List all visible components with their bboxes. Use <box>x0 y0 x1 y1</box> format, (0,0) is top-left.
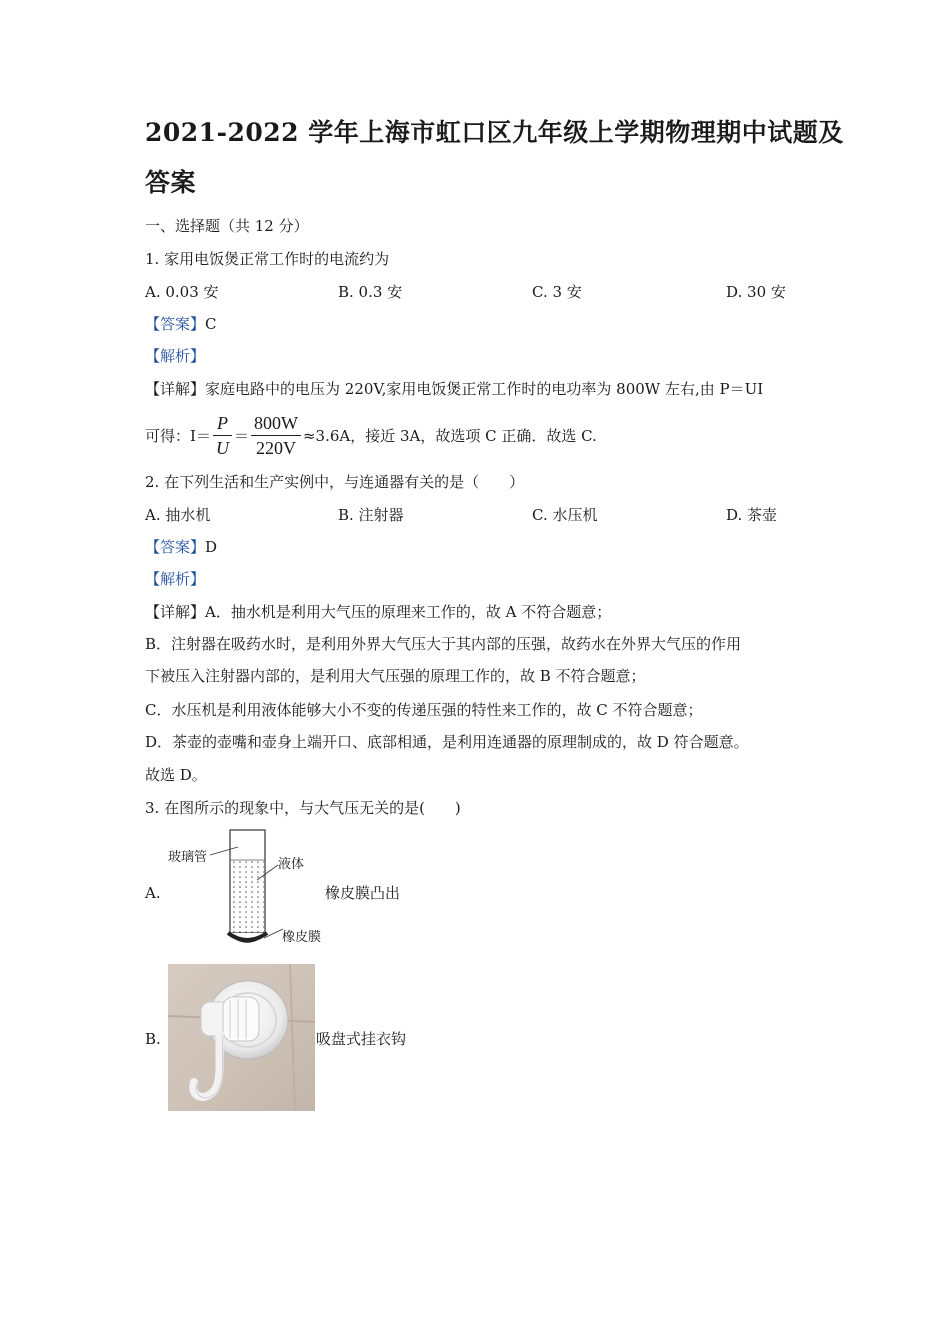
formula-p: P <box>216 412 228 433</box>
fraction-watts-over-volts <box>251 412 301 459</box>
q2-detail-line: 故选 D。 <box>145 766 207 784</box>
suction-hook-photo <box>168 964 315 1111</box>
q2-detail-line <box>145 602 611 622</box>
q3-option-a-letter: A. <box>145 884 161 902</box>
formula-eq: ＝ <box>233 426 249 445</box>
q2-analysis-tag: 【解析】 <box>145 570 206 588</box>
document-title-line1: 2021-2022 学年上海市虹口区九年级上学期物理期中试题及 <box>145 118 844 147</box>
q2-option-d: D. 茶壶 <box>726 506 778 524</box>
q2-answer <box>145 537 217 557</box>
q2-stem: 2. 在下列生活和生产实例中，与连通器有关的是（ ） <box>145 473 525 491</box>
q1-answer <box>145 314 217 334</box>
q2-detail-line: B．注射器在吸药水时，是利用外界大气压大于其内部的压强，故药水在外界大气压的作用 <box>145 635 742 653</box>
label-liquid: 液体 <box>278 857 305 872</box>
section-heading: 一、选择题（共 12 分） <box>145 217 309 235</box>
detail-tag: 【详解】 <box>145 603 206 621</box>
q1-option-c: C. 3 安 <box>532 283 582 301</box>
q2-detail-line: D．茶壶的壶嘴和壶身上端开口、底部相通，是利用连通器的原理制成的，故 D 符合题意。 <box>145 733 749 751</box>
q1-formula <box>145 410 597 460</box>
formula-suffix: ≈3.6A，接近 3A，故选项 C 正确．故选 C. <box>302 426 597 445</box>
detail-tag: 【详解】 <box>145 380 206 398</box>
q1-analysis-tag: 【解析】 <box>145 347 206 365</box>
formula-prefix: 可得：I＝ <box>145 426 211 445</box>
q1-option-a: A. 0.03 安 <box>145 283 219 301</box>
document-title-line2: 答案 <box>145 168 197 197</box>
q2-option-c: C. 水压机 <box>532 506 598 524</box>
label-rubber-membrane: 橡皮膜 <box>282 930 322 945</box>
q1-option-b: B. 0.3 安 <box>338 283 403 301</box>
q2-option-b: B. 注射器 <box>338 506 404 524</box>
q3-option-b-letter: B. <box>145 1030 161 1048</box>
q2-detail-line: C．水压机是利用液体能够大小不变的传递压强的特性来工作的，故 C 不符合题意； <box>145 701 703 719</box>
q1-option-d: D. 30 安 <box>726 283 786 301</box>
answer-tag: 【答案】 <box>145 538 206 556</box>
fraction-p-over-u <box>213 412 232 459</box>
q2-option-a: A. 抽水机 <box>145 506 211 524</box>
q2-detail-line: 下被压入注射器内部的，是利用大气压强的原理工作的，故 B 不符合题意； <box>145 667 646 685</box>
answer-value: D <box>205 538 218 556</box>
formula-num: 800W <box>251 412 301 436</box>
q3-stem: 3. 在图所示的现象中，与大气压无关的是( ) <box>145 799 461 817</box>
answer-value: C <box>205 315 217 333</box>
answer-tag: 【答案】 <box>145 315 206 333</box>
q1-stem: 1. 家用电饭煲正常工作时的电流约为 <box>145 250 390 268</box>
q3-option-b-caption: 吸盘式挂衣钩 <box>316 1030 407 1048</box>
detail-text: A．抽水机是利用大气压的原理来工作的，故 A 不符合题意； <box>205 603 612 621</box>
formula-den: 220V <box>255 437 296 458</box>
q1-detail <box>145 379 763 399</box>
q3-option-a-caption: 橡皮膜凸出 <box>325 884 401 902</box>
label-glass-tube: 玻璃管 <box>168 850 208 865</box>
detail-text: 家庭电路中的电压为 220V,家用电饭煲正常工作时的电功率为 800W 左右,由 P＝UI <box>205 380 764 398</box>
formula-u: U <box>215 437 229 458</box>
